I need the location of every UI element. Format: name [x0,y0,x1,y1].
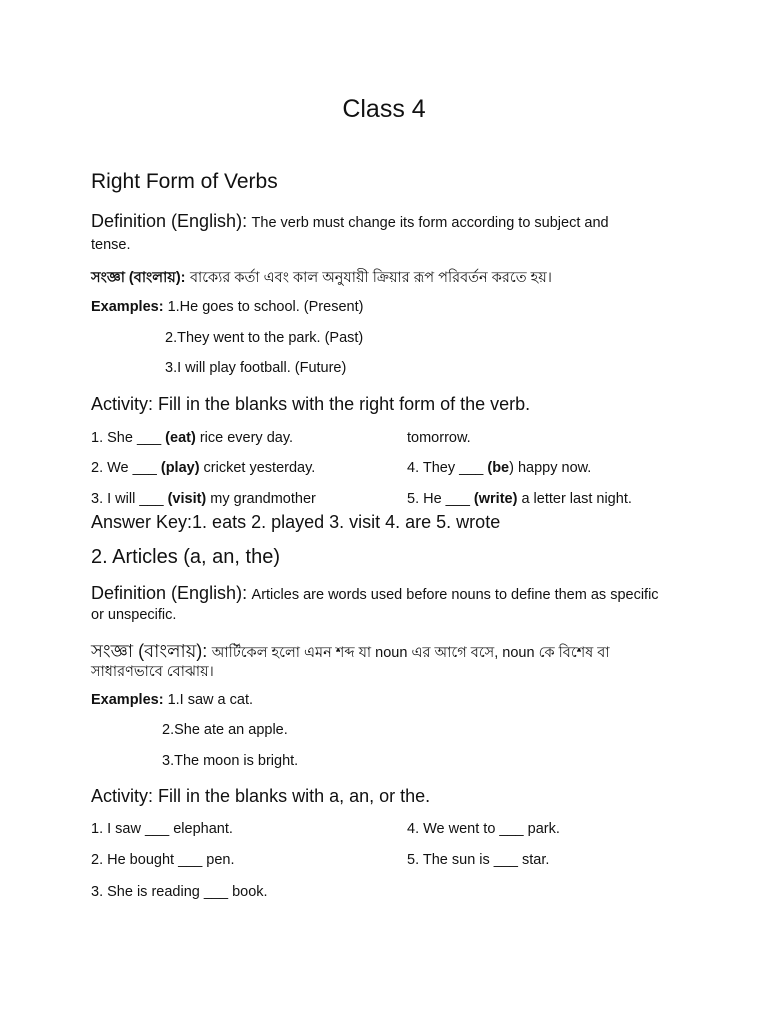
activity-item: 2. We ___ (play) cricket yesterday. [91,460,316,476]
activity-item: 3. She is reading ___ book. [91,884,268,900]
section2-definition-english [91,583,659,604]
definition-english-text-line2: tense. [91,237,131,253]
definition-english-label: Definition (English): [91,211,248,231]
example-item: 2.She ate an apple. [162,722,288,738]
answer-key: Answer Key:1. eats 2. played 3. visit 4. are 5. wrote [91,512,501,532]
activity-item: 2. He bought ___ pen. [91,852,235,868]
section2-examples [91,692,253,708]
page-title: Class 4 [342,95,426,123]
example-item: 1.I saw a cat. [167,692,254,708]
definition-bangla-text: বাক্যের কর্তা এবং কাল অনুযায়ী ক্রিয়ার রূপ পরিবর্তন করতে হয়। [189,270,552,286]
section1-activity-heading: Activity: Fill in the blanks with the right form of the verb. [91,394,531,414]
activity-item: 3. I will ___ (visit) my grandmother [91,491,316,507]
definition-bangla-text: আর্টিকেল হলো এমন শব্দ যা noun এর আগে বসে, noun কে বিশেষ বা [211,645,610,661]
activity-item: 4. They ___ (be) happy now. [407,460,592,476]
activity-item: 4. We went to ___ park. [407,821,560,837]
examples-label: Examples: [91,692,164,708]
definition-bangla-label: সংজ্ঞা (বাংলায়): [91,270,186,286]
definition-english-label: Definition (English): [91,583,248,603]
example-item: 1.He goes to school. (Present) [167,299,364,315]
activity-item: 5. He ___ (write) a letter last night. [407,491,632,507]
section1-definition-english [91,211,609,232]
section1-examples [91,299,363,315]
example-item: 2.They went to the park. (Past) [165,330,364,346]
definition-bangla-label: সংজ্ঞা (বাংলায়): [91,641,208,661]
section2-heading: 2. Articles (a, an, the) [91,546,280,568]
definition-english-text: The verb must change its form according to subject and [251,215,609,231]
activity-item: 5. The sun is ___ star. [407,852,550,868]
section1-definition-bangla [91,267,552,291]
example-item: 3.The moon is bright. [162,753,299,769]
example-item: 3.I will play football. (Future) [165,360,347,376]
examples-label: Examples: [91,299,164,315]
section2-activity-heading: Activity: Fill in the blanks with a, an, or the. [91,786,431,806]
activity-item: 1. She ___ (eat) rice every day. [91,430,294,446]
definition-bangla-text-line2: সাধারণভাবে বোঝায়। [91,664,214,680]
definition-english-text-line2: or unspecific. [91,607,177,623]
activity-item-continuation: tomorrow. [407,430,471,446]
section1-heading: Right Form of Verbs [91,170,278,193]
definition-english-text: Articles are words used before nouns to define them as specific [251,587,659,603]
activity-item: 1. I saw ___ elephant. [91,821,233,837]
